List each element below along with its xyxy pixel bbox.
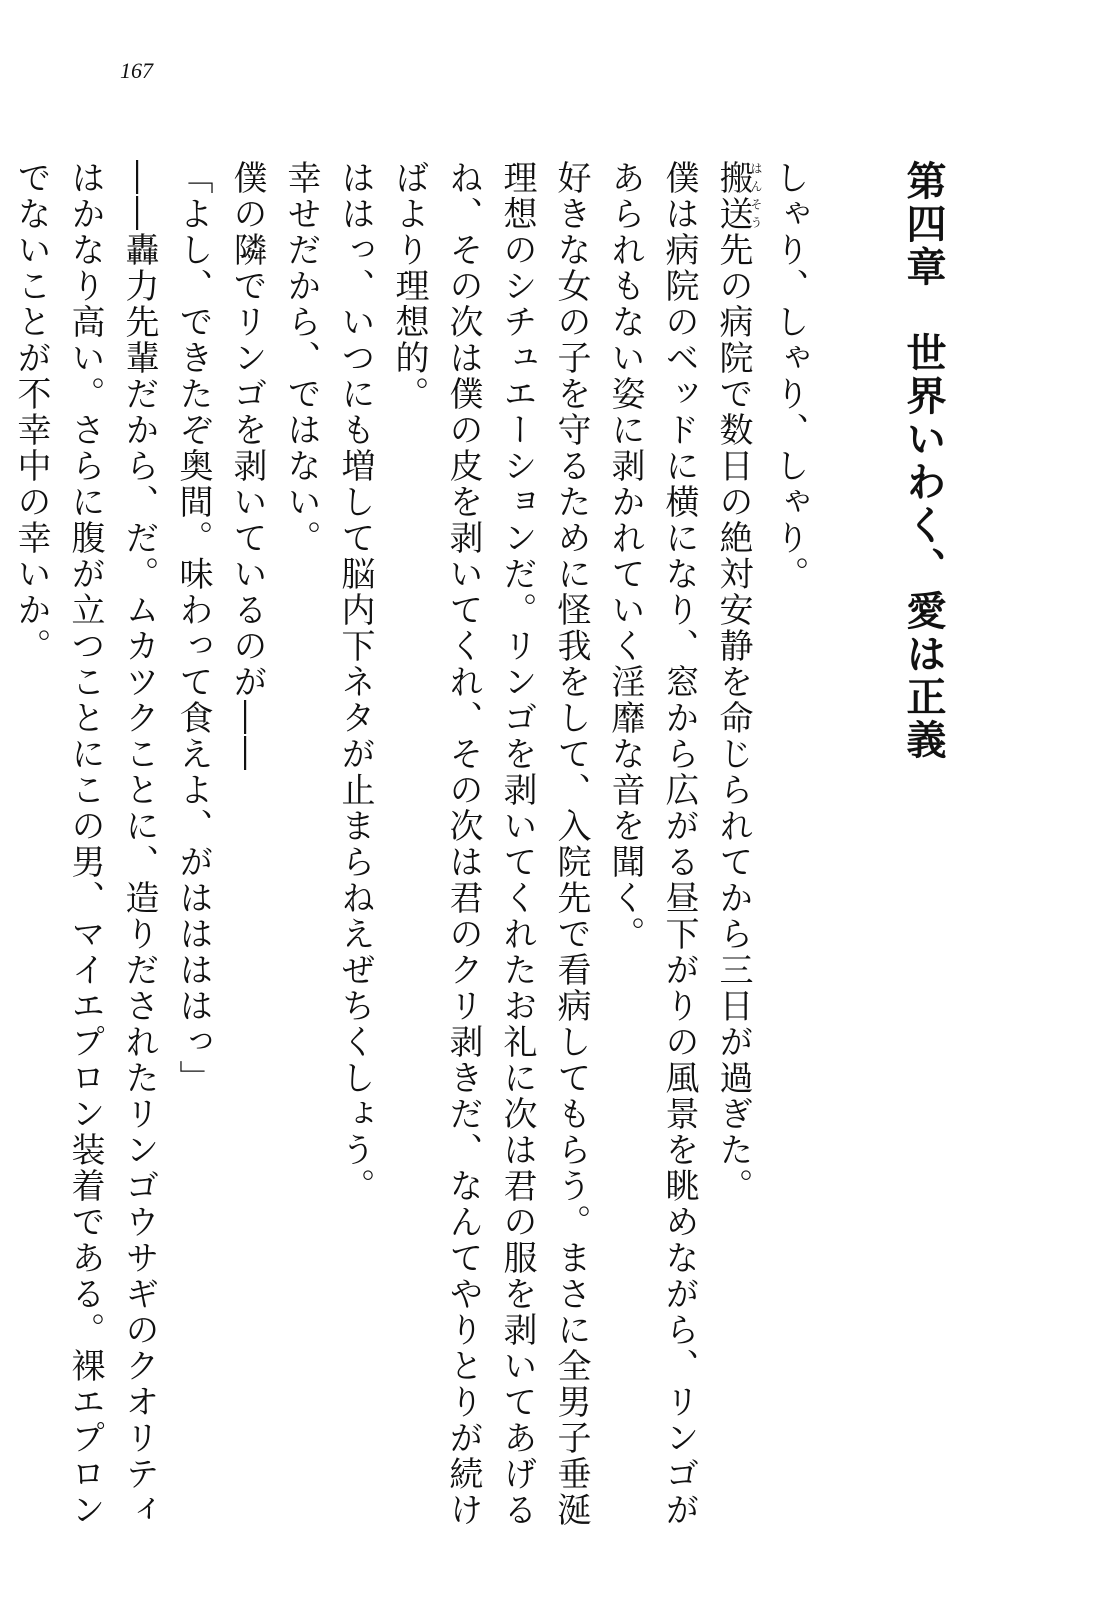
- dialogue-line: 「よし、できたぞ奥間。味わって食えよ、がははははっ」: [173, 160, 213, 1096]
- paragraph-4: 好きな女の子を守るために怪我をして、入院先で看病してもらう。まさに全男子垂涎理想のシチュエーションだ。リンゴを剥いてくれたお礼に次は君の服を剥いてあげるね、その次は僕の皮を剥いてくれ、その次は君のクリ剥きだ、なんてやりとりが続けばより理想的。: [389, 160, 591, 1528]
- page-number: 167: [120, 58, 153, 83]
- body-text: [4, 160, 950, 1560]
- furigana-hansou: 搬送はんそう: [713, 160, 763, 232]
- paragraph-3: 僕は病院のベッドに横になり、窓から広がる昼下がりの風景を眺めながら、リンゴがあられもない姿に剥かれていく淫靡な音を聞く。: [605, 160, 699, 1528]
- paragraph-1: しゃり、しゃり、しゃり。: [769, 160, 809, 592]
- paragraph-5: ははっ、いつにも増して脳内下ネタが止まらねえぜちくしょう。: [335, 160, 375, 1204]
- paragraph-2: 搬送はんそう先の病院で数日の絶対安静を命じられてから三日が過ぎた。: [713, 160, 763, 1204]
- paragraph-8: ――轟力先輩だから、だ。ムカツクことに、造りだされたリンゴウサギのクオリティはかなり高い。さらに腹が立つことにこの男、マイエプロン装着である。裸エプロンでないことが不幸中の幸いか。: [11, 160, 159, 1528]
- paragraph-6: 幸せだから、ではない。: [281, 160, 321, 556]
- chapter-title: 第四章 世界いわく、愛は正義: [900, 160, 946, 762]
- paragraph-7: 僕の隣でリンゴを剥いているのが――: [227, 160, 267, 772]
